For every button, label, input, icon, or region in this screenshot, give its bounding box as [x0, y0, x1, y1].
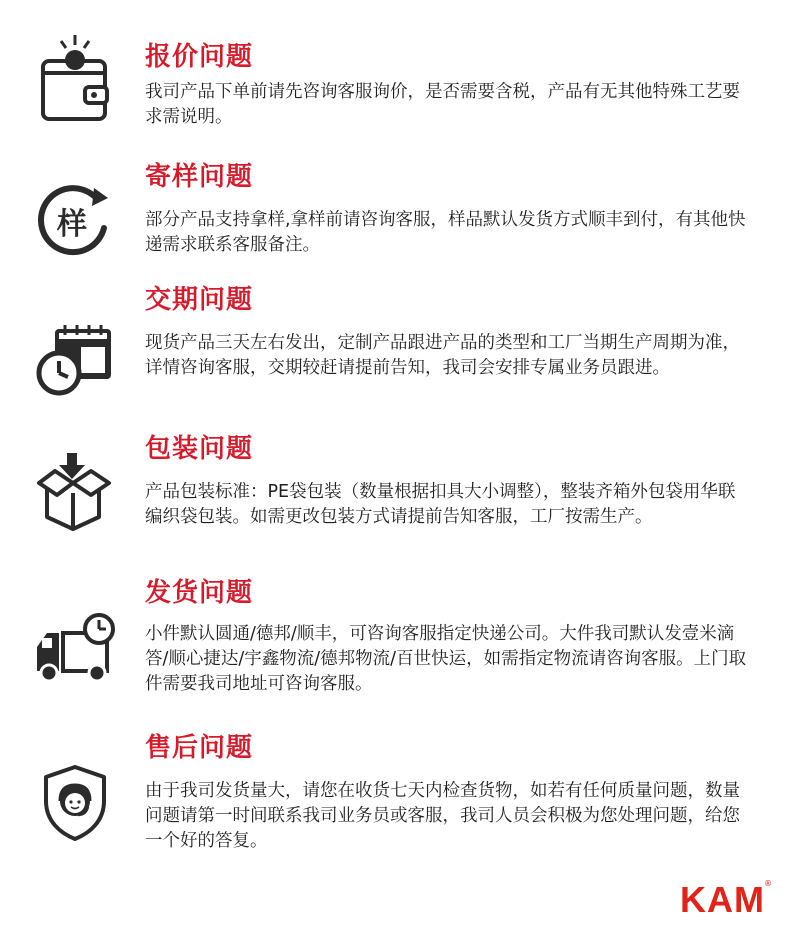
section-body: 产品包装标准：PE袋包装（数量根据扣具大小调整），整装齐箱外包袋用华联编织袋包装。如需更改包装方式请提前告知客服，工厂按需生产。: [145, 482, 736, 527]
logo-registered-mark: ®: [764, 879, 772, 888]
section-title: 发货问题: [145, 578, 254, 608]
wallet-coin-icon: [32, 36, 118, 122]
calendar-clock-icon: [32, 316, 118, 402]
section-title: 包装问题: [145, 434, 254, 464]
section-body: 小件默认圆通/德邦/顺丰，可咨询客服指定快递公司。大件我司默认发壹米滴答/顺心捷达/宇鑫物流/德邦物流/百世快运，如需指定物流请咨询客服。上门取件需要我司地址可咨询客服。: [145, 624, 747, 694]
sample-icon-text: 样: [57, 207, 87, 242]
logo-text: KAM: [680, 879, 765, 920]
section-title: 寄样问题: [145, 162, 254, 192]
delivery-truck-icon: [32, 606, 122, 692]
section-body: 我司产品下单前请先咨询客服询价，是否需要含税，产品有无其他特殊工艺要求需说明。: [145, 82, 740, 127]
section-title: 交期问题: [145, 285, 254, 315]
section-title: 售后问题: [145, 733, 254, 763]
section-body: 由于我司发货量大，请您在收货七天内检查货物，如若有任何质量问题，数量问题请第一时间联系我司业务员或客服，我司人员会积极为您处理问题，给您一个好的答复。: [145, 781, 740, 851]
kam-logo: [680, 878, 770, 918]
section-body: 现货产品三天左右发出，定制产品跟进产品的类型和工厂当期生产周期为准，详情咨询客服，交期较赶请提前告知，我司会安排专属业务员跟进。: [145, 333, 740, 378]
sample-cycle-icon: [32, 180, 118, 266]
section-body: 部分产品支持拿样,拿样前请咨询客服，样品默认发货方式顺丰到付，有其他快递需求联系客服备注。: [145, 210, 746, 255]
section-title: 报价问题: [145, 42, 254, 72]
support-shield-icon: [32, 760, 118, 846]
box-download-icon: [32, 448, 118, 534]
